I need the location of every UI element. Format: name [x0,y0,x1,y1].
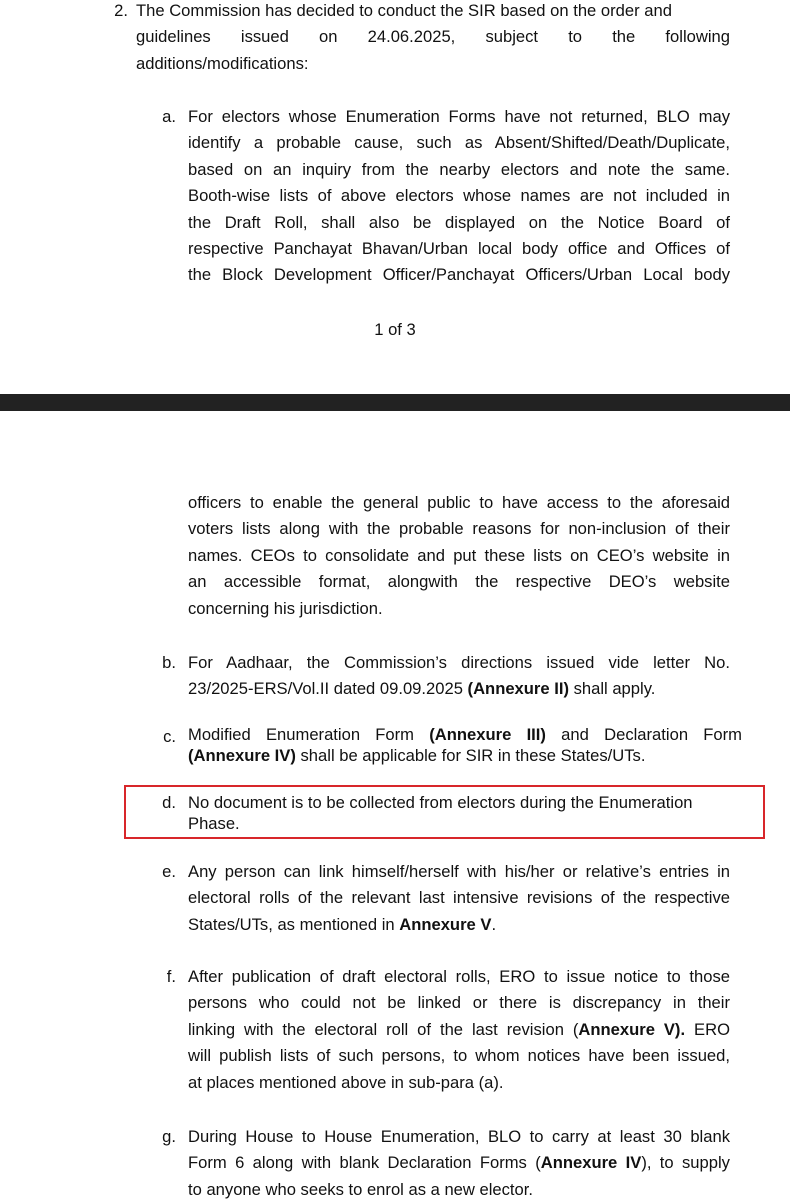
item-f-label: f. [166,967,176,986]
text-line: persons who could not be linked or there is discrepancy in their [188,993,730,1013]
text-run: Modified Enumeration Form [188,725,430,744]
text-line [188,724,742,745]
item-g-text [188,1124,730,1203]
text-line: The Commission has decided to conduct the SIR based on the order and [136,1,672,20]
item-b-text [188,650,730,703]
text-line [188,745,742,766]
text-line: identify a probable cause, such as Absent/Shifted/Death/Duplicate, [188,133,730,153]
text-line: additions/modifications: [136,53,309,73]
item-c-text [188,724,742,766]
item-e-label: e. [162,862,176,881]
text-run: ), to supply [641,1153,730,1173]
text-line [188,1150,730,1176]
para-2-label: 2. [114,1,128,20]
item-d-text [188,792,748,834]
text-run: Form 6 along with blank Declaration Forms ( [188,1153,541,1173]
item-e-text [188,859,730,938]
item-g-label: g. [162,1127,176,1146]
annexure-reference: Annexure V [399,914,492,934]
text-line: electoral rolls of the relevant last intensive revisions of the respective [188,888,730,908]
text-line: After publication of draft electoral rolls, ERO to issue notice to those [188,967,730,986]
annexure-reference: (Annexure III) [429,725,546,744]
item-a-text [188,104,730,289]
item-d-label: d. [162,793,176,812]
text-line: an accessible format, alongwith the respective DEO’s website [188,572,730,592]
text-line [188,1017,730,1043]
text-line: will publish lists of such persons, to whom notices have been issued, [188,1046,730,1066]
text-line: Phase. [188,814,240,833]
text-line: guidelines issued on 24.06.2025, subject to the following [136,27,730,47]
page-number-footer: 1 of 3 [374,320,416,339]
annexure-reference: (Annexure IV) [188,746,296,765]
text-line: names. CEOs to consolidate and put these lists on CEO’s website in [188,545,730,565]
item-a-continued-text [188,490,730,622]
text-line: based on an inquiry from the nearby electors and note the same. [188,159,730,179]
text-line: Any person can link himself/herself with his/her or relative’s entries in [188,862,730,881]
text-line: the Block Development Officer/Panchayat Officers/Urban Local body [188,265,730,285]
text-run: and Declaration Form [545,725,743,744]
item-f-text [188,964,730,1096]
text-run: States/UTs, as mentioned in [188,914,400,934]
text-line: officers to enable the general public to have access to the aforesaid [188,493,730,512]
text-line: to anyone who seeks to enrol as a new elector. [188,1179,533,1199]
text-line: concerning his jurisdiction. [188,598,383,618]
item-c-label: c. [163,727,176,746]
text-line [188,912,730,938]
text-line: No document is to be collected from electors during the Enumeration [188,793,693,812]
text-line: at places mentioned above in sub-para (a). [188,1072,504,1092]
text-line: For Aadhaar, the Commission’s directions issued vide letter No. [188,653,730,672]
annexure-reference: Annexure IV [540,1153,642,1173]
para-2-text [136,0,730,77]
text-line: Booth-wise lists of above electors whose names are not included in [188,186,730,206]
text-run: ERO [685,1019,730,1039]
text-line: voters lists along with the probable reasons for non-inclusion of their [188,519,730,539]
text-run: shall be applicable for SIR in these States/UTs. [295,746,646,765]
page-separator [0,394,790,411]
item-b-label: b. [162,653,176,672]
text-line: During House to House Enumeration, BLO to carry at least 30 blank [188,1127,730,1146]
text-line: For electors whose Enumeration Forms have not returned, BLO may [188,107,730,126]
item-a-label: a. [162,107,176,126]
annexure-reference: Annexure V). [578,1019,686,1039]
text-run: 23/2025-ERS/Vol.II dated 09.09.2025 [188,679,468,699]
annexure-reference: (Annexure II) [467,679,569,699]
text-run: shall apply. [568,679,656,699]
text-line: the Draft Roll, shall also be displayed on the Notice Board of [188,212,730,232]
text-run: . [491,914,497,934]
text-run: linking with the electoral roll of the last revision ( [188,1019,579,1039]
text-line: respective Panchayat Bhavan/Urban local body office and Offices of [188,239,730,259]
text-line [188,676,730,702]
